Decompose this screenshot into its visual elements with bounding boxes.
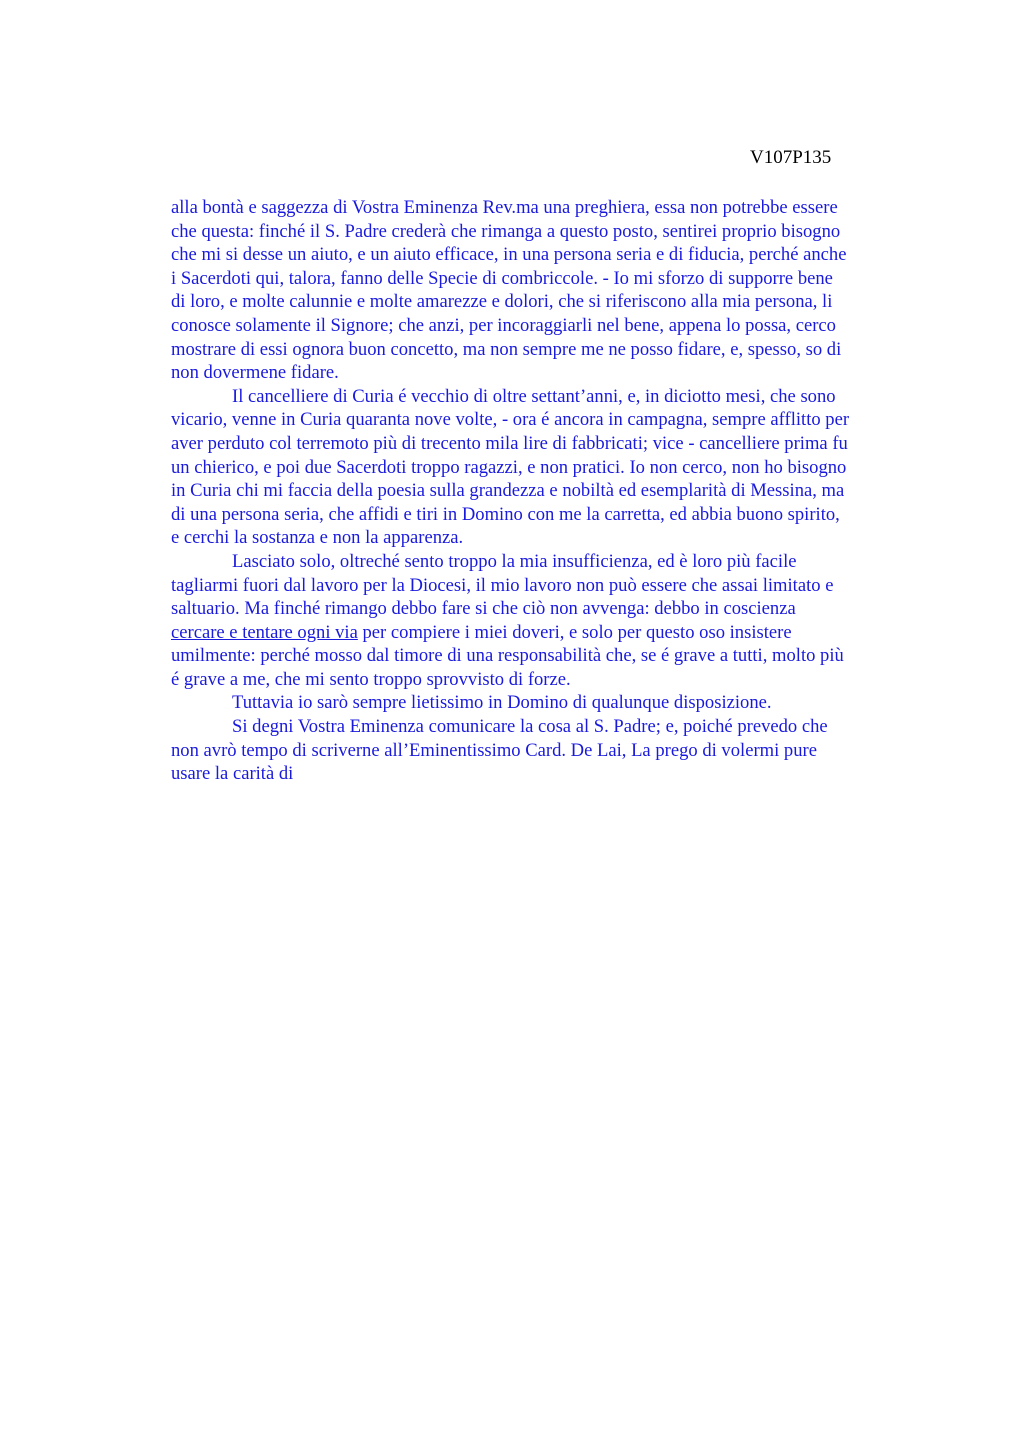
text-line: di una persona seria, che affidi e tiri in Domino con me la carretta, ed abbia buono spirito, [171,503,840,525]
underlined-phrase: cercare e tentare ogni via [171,621,358,643]
text-line: tagliarmi fuori dal lavoro per la Diocesi, il mio lavoro non può essere che assai limitato e [171,574,834,596]
text-line: non dovermene fidare. [171,362,339,384]
text-line: i Sacerdoti qui, talora, fanno delle Specie di combriccole. - Io mi sforzo di supporre bene [171,267,833,289]
text-line: é grave a me, che mi sento troppo sprovvisto di forze. [171,668,571,690]
text-line: di loro, e molte calunnie e molte amarezze e dolori, che si riferiscono alla mia persona, li [171,291,833,313]
paragraph [171,691,931,715]
text-line: un chierico, e poi due Sacerdoti troppo ragazzi, e non pratici. Io non cerco, non ho bisogno [171,456,847,478]
text-line: conosce solamente il Signore; che anzi, per incoraggiarli nel bene, appena lo possa, cerco [171,314,836,336]
paragraph [171,196,931,385]
paragraph [171,385,931,550]
page-reference: V107P135 [750,147,832,168]
text-line: mostrare di essi ognora buon concetto, ma non sempre me ne posso fidare, e, spesso, so di [171,338,842,360]
letter-body [171,196,931,786]
text-line: e cerchi la sostanza e non la apparenza. [171,527,464,549]
text-line: alla bontà e saggezza di Vostra Eminenza Rev.ma una preghiera, essa non potrebbe essere [171,197,838,218]
text-line: in Curia chi mi faccia della poesia sulla grandezza e nobiltà ed esemplarità di Messina, ma [171,480,845,502]
text-line: Si degni Vostra Eminenza comunicare la cosa al S. Padre; e, poiché prevedo che [232,716,828,738]
text-line: Il cancelliere di Curia é vecchio di oltre settant’anni, e, in diciotto mesi, che sono [232,385,836,407]
text-line: usare la carità di [171,763,294,785]
text-line: non avrò tempo di scriverne all’Eminentissimo Card. De Lai, La prego di volermi pure [171,739,817,761]
text-line: umilmente: perché mosso dal timore di una responsabilità che, se é grave a tutti, molto più [171,645,844,667]
text-line: aver perduto col terremoto più di trecento mila lire di fabbricati; vice - cancelliere prima fu [171,432,848,454]
text-line: Lasciato solo, oltreché sento troppo la mia insufficienza, ed è loro più facile [232,550,797,572]
text-line: saltuario. Ma finché rimango debbo fare si che ciò non avvenga: debbo in coscienza [171,598,796,620]
text-line: che questa: finché il S. Padre crederà che rimanga a questo posto, sentirei proprio bisogno [171,220,841,242]
paragraph [171,550,931,692]
text-line [171,621,931,645]
text-line: Tuttavia io sarò sempre lietissimo in Domino di qualunque disposizione. [232,692,772,714]
text-line: vicario, venne in Curia quaranta nove volte, - ora é ancora in campagna, sempre afflitto per [171,409,850,431]
text-segment: per compiere i miei doveri, e solo per questo oso insistere [357,621,792,643]
text-line: che mi si desse un aiuto, e un aiuto efficace, in una persona seria e di fiducia, perché anche [171,244,847,266]
paragraph [171,715,931,786]
